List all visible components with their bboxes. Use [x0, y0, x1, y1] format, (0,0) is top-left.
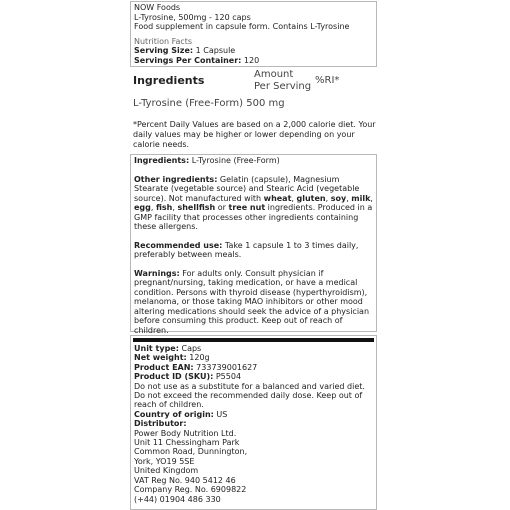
other-ingredients-paragraph: [134, 175, 373, 232]
warnings-paragraph: [134, 269, 373, 336]
country-value: US: [213, 409, 228, 419]
allergen-soy: soy: [330, 193, 347, 203]
allergen-milk: milk: [351, 193, 371, 203]
allergen-gluten: gluten: [296, 193, 326, 203]
other-ingredients-label: Other ingredients:: [134, 174, 218, 184]
amount-header-line2: Per Serving: [254, 81, 312, 92]
product-info-panel: [130, 335, 377, 510]
ean-value: 733739001627: [193, 362, 258, 372]
ingredients-value: L-Tyrosine (Free-Form): [189, 156, 280, 165]
net-weight-value: 120g: [186, 353, 210, 363]
distributor-line: York, YO19 5SE: [134, 456, 195, 466]
allergen-shellfish: shellfish: [177, 203, 216, 212]
recommended-use-paragraph: [134, 241, 373, 260]
servings-value: 120: [241, 55, 260, 65]
product-name: L-Tyrosine, 500mg - 120 caps: [134, 12, 251, 22]
net-weight-row: [134, 353, 373, 362]
allergen-fish: fish: [155, 203, 173, 212]
nutrition-facts-heading: Nutrition Facts: [134, 36, 193, 46]
ean-label: Product EAN:: [134, 362, 194, 372]
distributor-line: Power Body Nutrition Ltd.: [134, 428, 237, 438]
other-ingredients-text: Gelatin (capsule), Magnesium Stearate (vegetable source) and Stearic Acid (vegetable source). Not manufactured with: [134, 174, 360, 203]
sku-value: P5504: [213, 372, 242, 382]
sku-label: Product ID (SKU):: [134, 372, 214, 382]
amount-header-line1: Amount: [254, 69, 294, 80]
serving-size: [134, 46, 373, 56]
distributor-line: United Kingdom: [134, 466, 199, 476]
allergen-separator: ,: [291, 193, 297, 203]
distributor-line: Unit 11 Chessingham Park: [134, 438, 240, 448]
allergen-separator: ,: [172, 203, 178, 212]
allergen-wheat: wheat: [263, 193, 292, 203]
allergen-separator: ,: [370, 193, 373, 203]
serving-size-label: Serving Size:: [134, 46, 194, 56]
servings-label: Servings Per Container:: [134, 55, 242, 65]
warnings-label: Warnings:: [134, 268, 180, 278]
unit-type-value: Caps: [178, 344, 202, 353]
ri-header: %RI*: [315, 75, 340, 86]
distributor-line: VAT Reg No. 940 5412 46: [134, 475, 236, 485]
allergen-separator: ,: [325, 193, 331, 203]
unit-type-label: Unit type:: [134, 344, 179, 353]
product-header-panel: [130, 1, 377, 67]
recommended-use-value: Take 1 capsule 1 to 3 times daily, preferably between meals.: [134, 240, 359, 259]
ingredients-table-header: [130, 68, 377, 96]
ingredients-paragraph: [134, 156, 373, 166]
distributor-line: (+44) 01904 486 330: [134, 494, 221, 504]
serving-size-value: 1 Capsule: [193, 46, 236, 56]
daily-values-note: *Percent Daily Values are based on a 2,000 calorie diet. Your daily values may be higher or lower depending on your calorie needs.: [133, 120, 376, 149]
ingredient-row: L-Tyrosine (Free-Form) 500 mg: [133, 98, 285, 109]
allergen-separator: ,: [346, 193, 352, 203]
amount-per-serving-header: [254, 69, 311, 93]
sku-row: [134, 372, 373, 381]
servings-per-container: [134, 56, 373, 66]
net-weight-label: Net weight:: [134, 353, 187, 363]
usage-advice: Do not use as a substitute for a balanced and varied diet. Do not exceed the recommended daily dose. Keep out of reach of children.: [134, 381, 365, 410]
ingredients-label: Ingredients:: [134, 156, 190, 165]
distributor-label: Distributor:: [134, 419, 187, 429]
unit-type-row: [134, 344, 373, 353]
heavy-divider: [133, 338, 374, 342]
country-row: [134, 410, 373, 419]
product-description: Food supplement in capsule form. Contains L-Tyrosine: [134, 22, 350, 32]
ingredients-table-title: Ingredients: [133, 74, 205, 87]
allergen-separator: ,: [150, 203, 156, 212]
brand-name: NOW Foods: [134, 3, 181, 12]
allergen-tree-nut: tree nut: [228, 203, 266, 212]
distributor-line: Company Reg. No. 6909822: [134, 485, 247, 495]
ean-row: [134, 363, 373, 372]
recommended-use-label: Recommended use:: [134, 240, 223, 250]
country-label: Country of origin:: [134, 409, 214, 419]
allergen-egg: egg: [134, 203, 151, 212]
distributor-line: Common Road, Dunnington,: [134, 447, 248, 457]
other-ingredients-text-2: ingredients. Produced in a GMP facility that processes other ingredients containing these allergens.: [134, 203, 373, 231]
warnings-value: For adults only. Consult physician if pregnant/nursing, taking medication, or have a medical condition. Persons with thyroid disease (hyperthyroidism), melanoma, or those taking MAO inhibitors or other mood altering medications should seek the advice of a physician before consuming this product. Keep out of reach of children.: [134, 268, 370, 335]
details-panel: [130, 154, 377, 335]
allergen-separator: or: [215, 203, 229, 212]
